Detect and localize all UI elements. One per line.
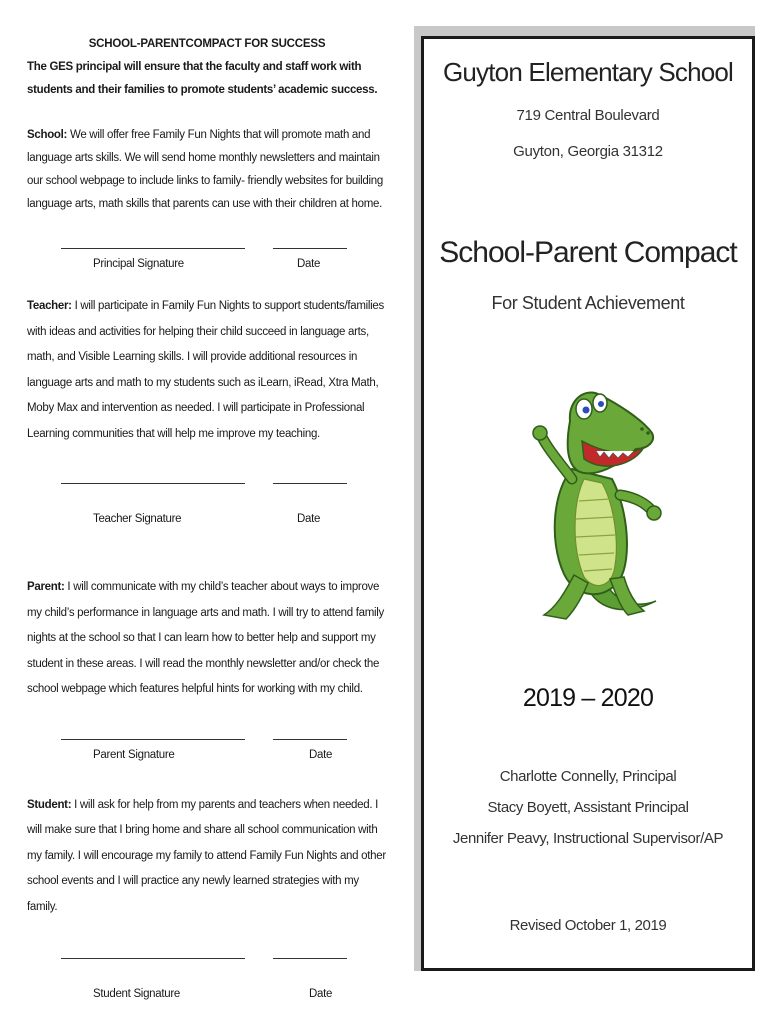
student-date-label: Date xyxy=(309,988,333,1000)
parent-date-label: Date xyxy=(309,748,333,761)
parent-signature-label: Parent Signature xyxy=(93,748,175,761)
teacher-date-label: Date xyxy=(297,513,321,525)
compact-title: School-Parent Compact xyxy=(439,236,737,269)
teacher-signature-label: Teacher Signature xyxy=(93,513,182,525)
parent-pledge-text: I will communicate with my child’s teacher about ways to improve my child’s performance in language arts and math. I will try to attend family nights at the school so that I can learn how to better help and support my student in these areas. I will read the monthly newsletter and/or check the school webpage which features helpful hints for working with my child. xyxy=(27,581,385,695)
staff-assistant-principal: Stacy Boyett, Assistant Principal xyxy=(487,799,689,816)
teacher-signature-row xyxy=(27,477,387,575)
school-pledge-label: School: xyxy=(27,129,68,141)
parent-signature-line[interactable] xyxy=(61,739,245,740)
principal-date-line[interactable] xyxy=(273,248,347,249)
parent-pledge-label: Parent: xyxy=(27,581,65,593)
student-date-line[interactable] xyxy=(273,958,347,959)
student-pledge xyxy=(27,793,387,921)
revised-date: Revised October 1, 2019 xyxy=(509,917,667,934)
alligator-mascot-icon xyxy=(524,379,664,629)
parent-pledge xyxy=(27,575,387,703)
teacher-pledge-label: Teacher: xyxy=(27,300,72,312)
cover-panel xyxy=(421,36,755,971)
student-pledge-label: Student: xyxy=(27,798,72,811)
school-address-line2: Guyton, Georgia 31312 xyxy=(513,143,663,160)
student-signature-row xyxy=(27,952,387,1012)
teacher-signature-line[interactable] xyxy=(61,483,245,484)
compact-heading: SCHOOL-PARENTCOMPACT FOR SUCCESS xyxy=(88,38,326,50)
student-pledge-text: I will ask for help from my parents and teachers when needed. I will make sure that I bring home and share all school communication with my family. I will encourage my family to attend Family Fun Nights and other school events and I will practice any newly learned strategies with my family. xyxy=(27,798,386,913)
student-signature-line[interactable] xyxy=(61,958,245,959)
staff-instructional-supervisor: Jennifer Peavy, Instructional Supervisor/AP xyxy=(452,830,724,847)
teacher-pledge xyxy=(27,294,387,447)
compact-text-column xyxy=(27,38,387,1012)
school-pledge-text: We will offer free Family Fun Nights that will promote math and language arts skills. We will send home monthly newsletters and maintain our school webpage to include links to family- friendly websites for building language arts, math skills that parents can use with their children at home. xyxy=(27,129,383,210)
compact-subtitle: For Student Achievement xyxy=(491,293,685,313)
principal-signature-line[interactable] xyxy=(61,248,245,249)
school-year: 2019 – 2020 xyxy=(522,684,654,712)
school-address-line1: 719 Central Boulevard xyxy=(516,107,660,124)
school-name: Guyton Elementary School xyxy=(442,57,734,87)
staff-principal: Charlotte Connelly, Principal xyxy=(499,768,677,785)
principal-signature-label: Principal Signature xyxy=(93,258,184,270)
compact-intro: The GES principal will ensure that the faculty and staff work with students and their families to promote students’ academic success. xyxy=(27,61,378,96)
principal-signature-row xyxy=(27,242,387,294)
teacher-pledge-text: I will participate in Family Fun Nights to support students/families with ideas and activities for helping their child succeed in language arts, math, and Visible Learning skills. I will provide additional resources in language arts and math to my students such as iLearn, iRead, Xtra Math, Moby Max and intervention as needed. I will participate in Professional Learning communities that will help me improve my teaching. xyxy=(27,300,384,440)
parent-date-line[interactable] xyxy=(273,739,347,740)
teacher-date-line[interactable] xyxy=(273,483,347,484)
school-pledge xyxy=(27,124,387,216)
principal-date-label: Date xyxy=(297,258,321,270)
student-signature-label: Student Signature xyxy=(93,988,180,1000)
parent-signature-row xyxy=(27,733,387,793)
